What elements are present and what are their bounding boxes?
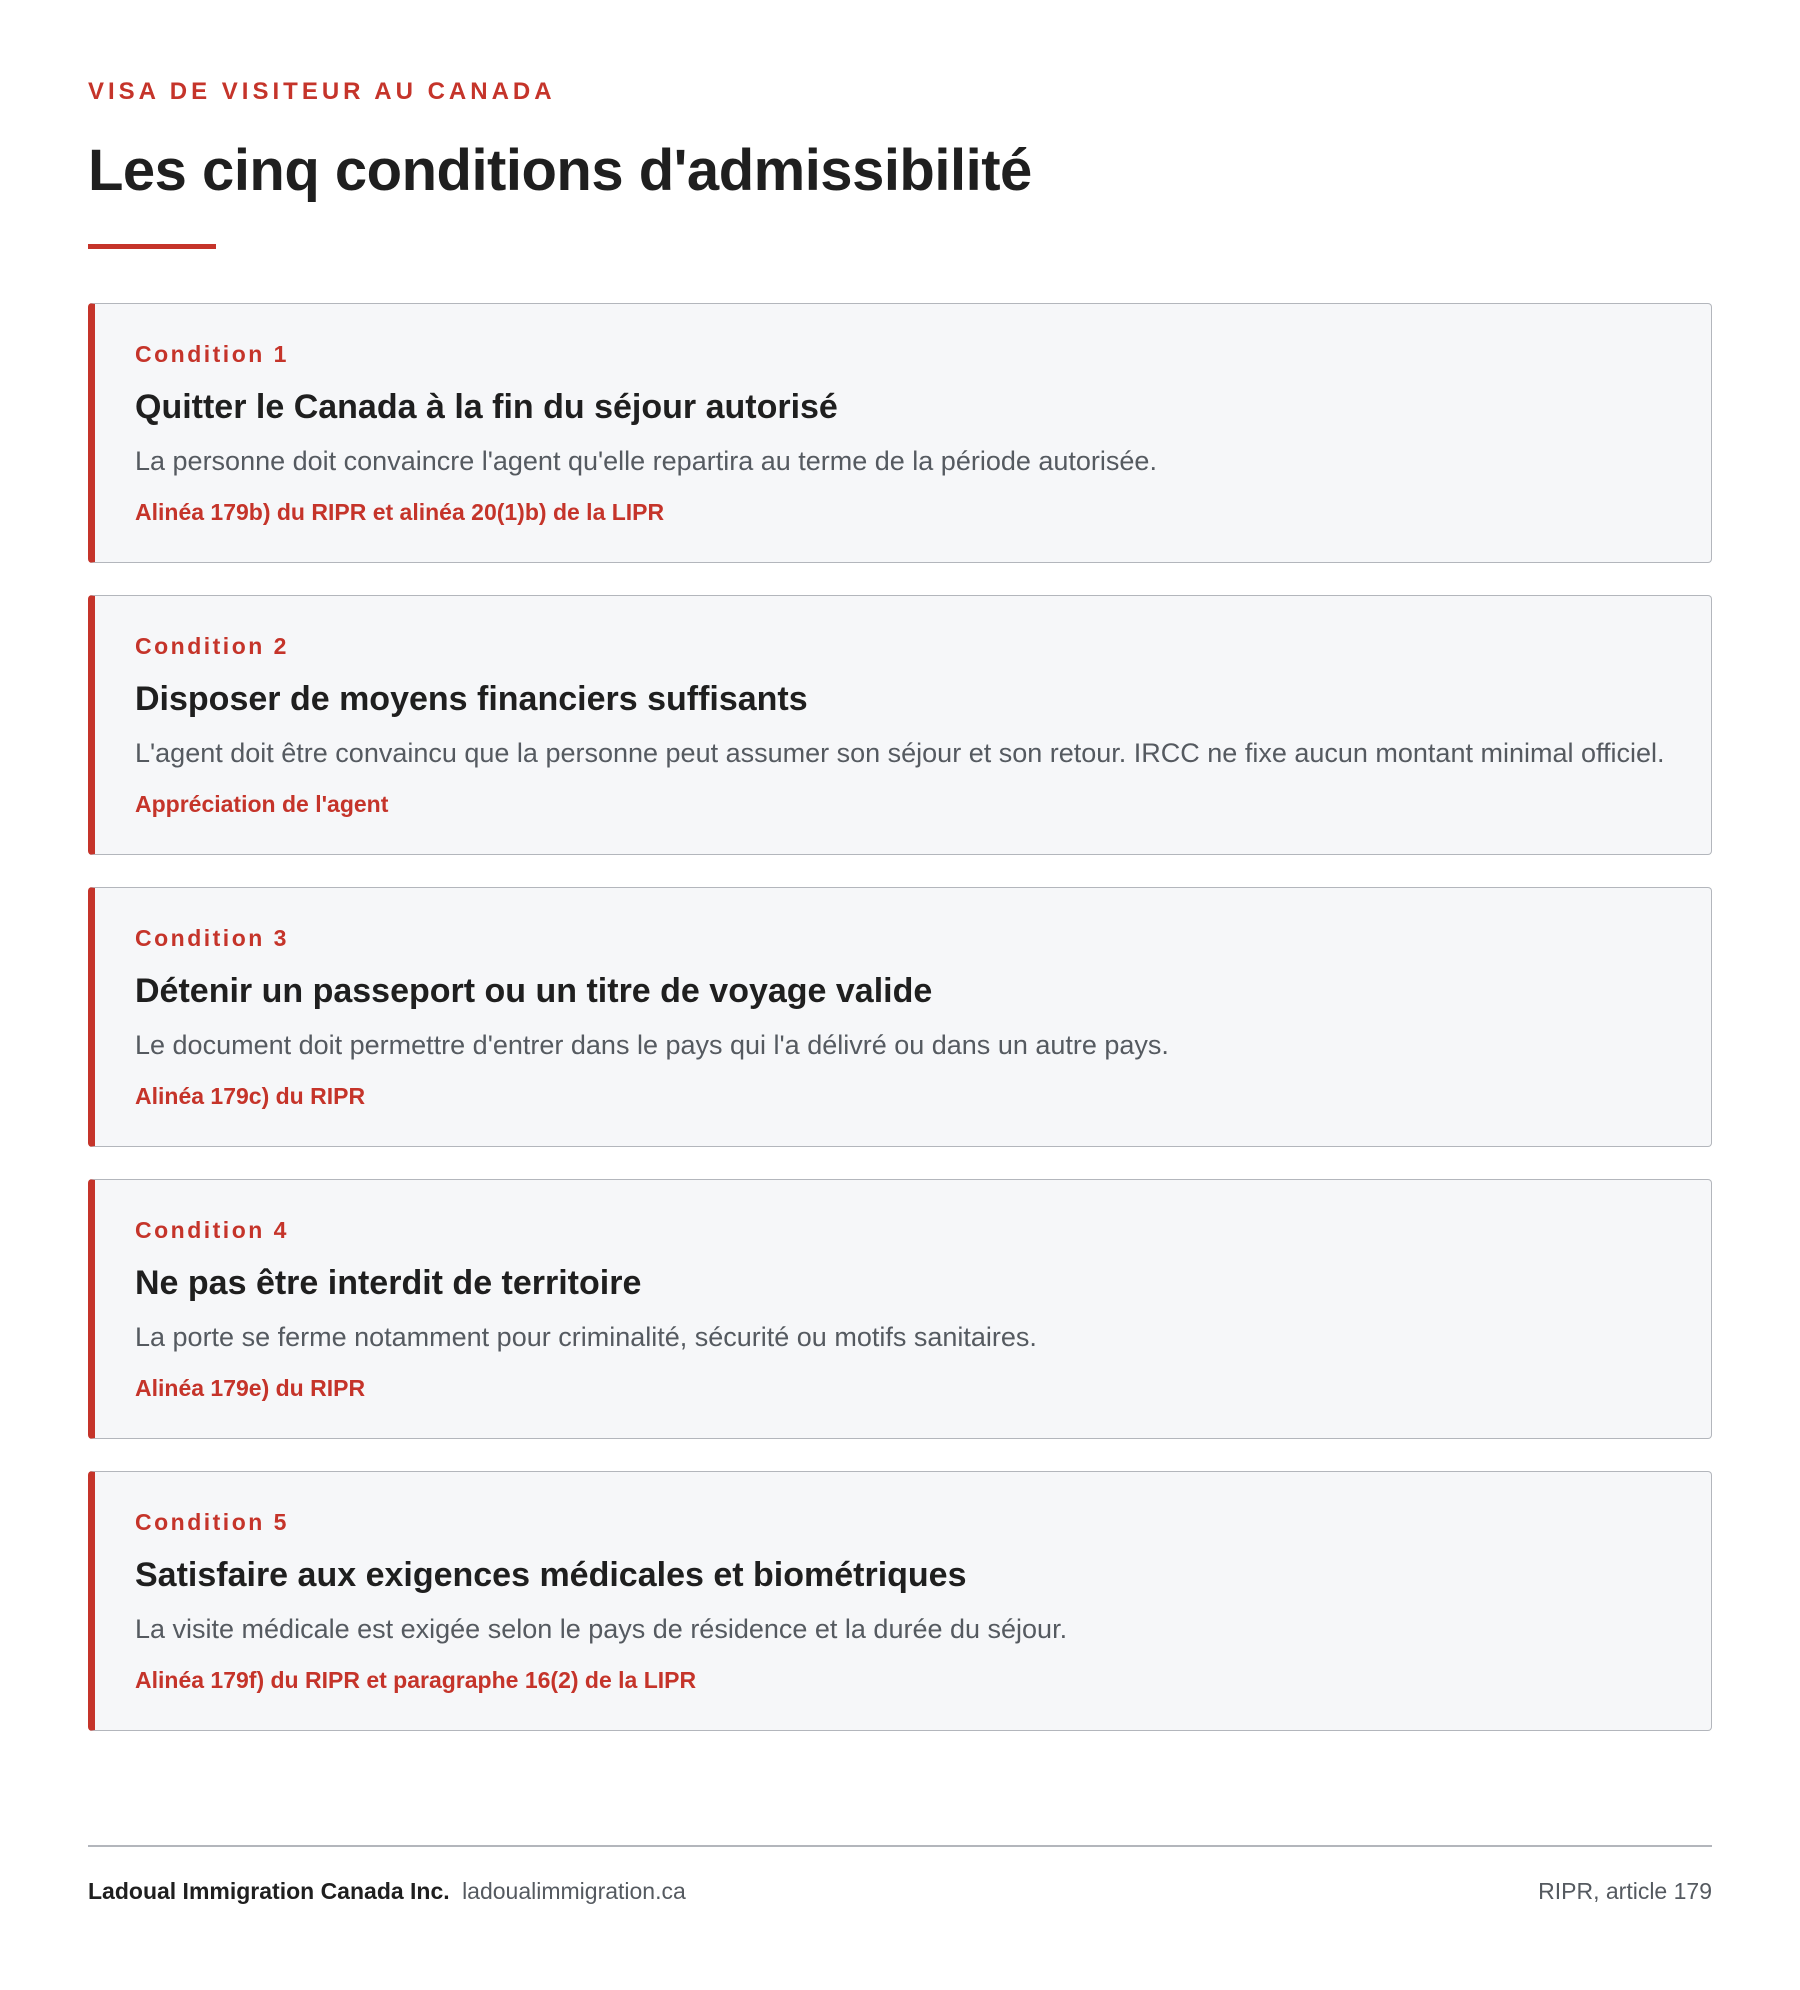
condition-label: Condition 5 bbox=[135, 1509, 289, 1535]
condition-label: Condition 3 bbox=[135, 925, 289, 951]
condition-reference: Alinéa 179f) du RIPR et paragraphe 16(2) de la LIPR bbox=[135, 1667, 697, 1693]
condition-title: Disposer de moyens financiers suffisants bbox=[135, 680, 808, 718]
condition-reference: Alinéa 179e) du RIPR bbox=[135, 1375, 366, 1401]
condition-card-4 bbox=[88, 1179, 1712, 1439]
page-footer bbox=[88, 1845, 1712, 1905]
condition-description: La personne doit convaincre l'agent qu'elle repartira au terme de la période autorisée. bbox=[135, 446, 1157, 476]
condition-card-3 bbox=[88, 887, 1712, 1147]
footer-website: ladoualimmigration.ca bbox=[462, 1878, 686, 1904]
condition-title: Satisfaire aux exigences médicales et biométriques bbox=[135, 1556, 967, 1594]
condition-label: Condition 1 bbox=[135, 341, 289, 367]
condition-description: L'agent doit être convaincu que la personne peut assumer son séjour et son retour. IRCC ne fixe aucun montant minimal officiel. bbox=[135, 738, 1665, 768]
condition-card-2 bbox=[88, 595, 1712, 855]
document-page bbox=[88, 0, 1712, 1763]
condition-title: Ne pas être interdit de territoire bbox=[135, 1264, 642, 1302]
footer-brand bbox=[88, 1877, 686, 1905]
conditions-list bbox=[88, 303, 1712, 1731]
eyebrow-label: VISA DE VISITEUR AU CANADA bbox=[88, 78, 556, 105]
condition-label: Condition 2 bbox=[135, 633, 289, 659]
footer-reference: RIPR, article 179 bbox=[1538, 1878, 1712, 1904]
condition-title: Détenir un passeport ou un titre de voyage valide bbox=[135, 972, 933, 1010]
condition-label: Condition 4 bbox=[135, 1217, 289, 1243]
condition-description: Le document doit permettre d'entrer dans le pays qui l'a délivré ou dans un autre pays. bbox=[135, 1030, 1169, 1060]
condition-card-1 bbox=[88, 303, 1712, 563]
condition-title: Quitter le Canada à la fin du séjour autorisé bbox=[135, 388, 838, 426]
condition-description: La porte se ferme notamment pour criminalité, sécurité ou motifs sanitaires. bbox=[135, 1322, 1037, 1352]
page-title: Les cinq conditions d'admissibilité bbox=[88, 138, 1032, 203]
condition-card-5 bbox=[88, 1471, 1712, 1731]
condition-description: La visite médicale est exigée selon le pays de résidence et la durée du séjour. bbox=[135, 1614, 1068, 1644]
footer-company-name: Ladoual Immigration Canada Inc. bbox=[88, 1878, 450, 1904]
condition-reference: Alinéa 179b) du RIPR et alinéa 20(1)b) de la LIPR bbox=[135, 499, 665, 525]
condition-reference: Appréciation de l'agent bbox=[135, 791, 389, 817]
condition-reference: Alinéa 179c) du RIPR bbox=[135, 1083, 366, 1109]
title-accent-rule bbox=[88, 244, 216, 249]
